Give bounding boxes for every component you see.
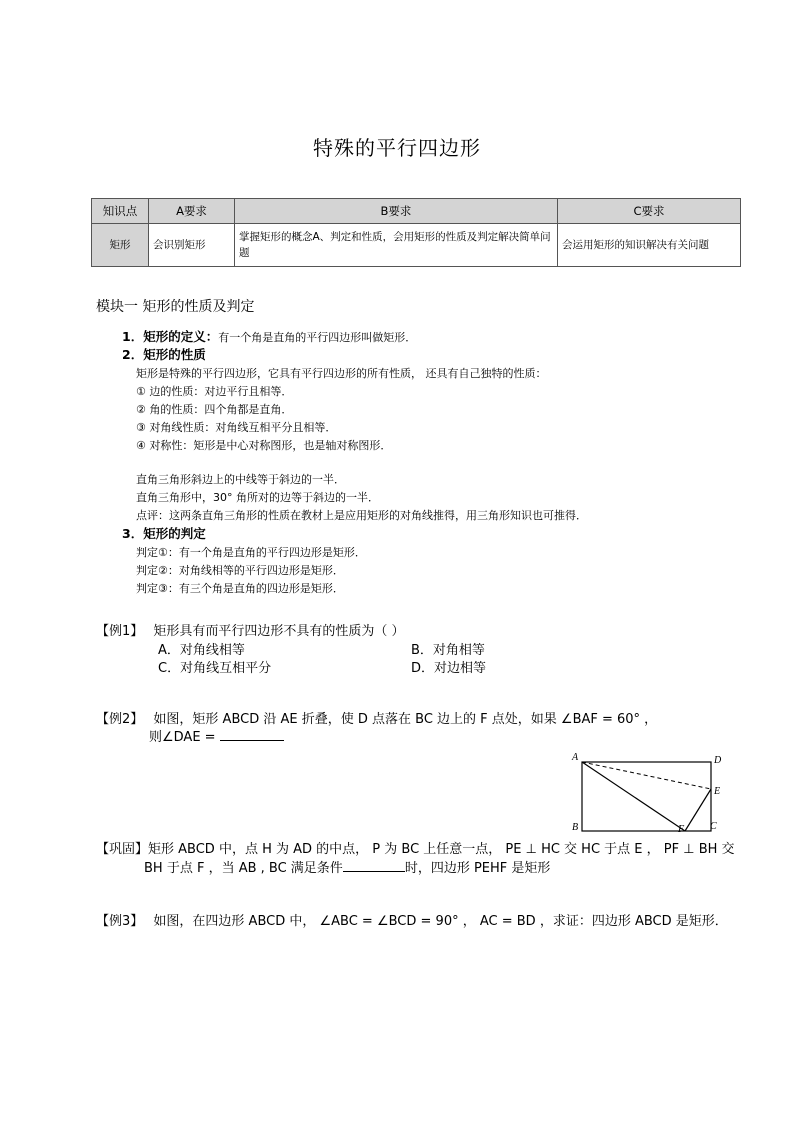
- note-line: 点评：这两条直角三角形的性质在教材上是应用矩形的对角线推得，用三角形知识也可推得．: [136, 509, 587, 522]
- option-d: D．对边相等: [411, 661, 487, 676]
- row-c-requirement: 会运用矩形的知识解决有关问题: [558, 224, 741, 267]
- property-item: ① 边的性质：对边平行且相等．: [136, 385, 293, 398]
- criterion-item: 判定②：对角线相等的平行四边形是矩形．: [136, 564, 344, 577]
- requirements-table: [91, 198, 741, 267]
- property-item: ② 角的性质：四个角都是直角．: [136, 403, 293, 416]
- condition-blank[interactable]: [343, 859, 405, 872]
- example2-line2: [149, 726, 284, 745]
- answer-blank[interactable]: [220, 728, 284, 741]
- row-topic: 矩形: [92, 224, 149, 267]
- label-a: A: [572, 752, 579, 763]
- fold-figure: [566, 750, 732, 836]
- example2-line2-text: 则∠DAE =: [149, 730, 220, 745]
- consolidate-line2b: 时，四边形 PEHF 是矩形: [404, 861, 551, 876]
- example3-label: 【例3】: [96, 914, 144, 929]
- consolidate-line1: 矩形 ABCD 中，点 H 为 AD 的中点， P 为 BC 上任意一点， PE ⊥ HC 交 HC 于点 E ， PF ⊥ BH 交: [148, 842, 735, 857]
- module-heading: 模块一 矩形的性质及判定: [96, 299, 255, 315]
- example2: [96, 708, 657, 727]
- criterion-item: 判定①：有一个角是直角的平行四边形是矩形．: [136, 546, 366, 559]
- example2-label: 【例2】: [96, 712, 144, 727]
- header-b-requirement: B要求: [235, 199, 558, 224]
- example1: [96, 620, 405, 639]
- example3: [96, 910, 728, 929]
- section2-intro: 矩形是特殊的平行四边形，它具有平行四边形的所有性质， 还具有自己独特的性质：: [136, 367, 547, 380]
- property-item: ④ 对称性：矩形是中心对称图形，也是轴对称图形．: [136, 439, 392, 452]
- label-b: B: [572, 822, 579, 833]
- row-a-requirement: 会识别矩形: [149, 224, 235, 267]
- example3-text: 如图，在四边形 ABCD 中， ∠ABC = ∠BCD = 90° ， AC = BD ，求证：四边形 ABCD 是矩形．: [153, 914, 728, 929]
- consolidate-label: 【巩固】: [96, 842, 149, 857]
- option-a: A．对角线相等: [158, 643, 245, 658]
- page-title: 特殊的平行四边形: [313, 136, 481, 160]
- segment-fe: [685, 789, 711, 831]
- note-line: 直角三角形斜边上的中线等于斜边的一半．: [136, 473, 345, 486]
- header-a-requirement: A要求: [149, 199, 235, 224]
- section2-heading: 2．矩形的性质: [122, 347, 206, 362]
- property-item: ③ 对角线性质：对角线互相平分且相等．: [136, 421, 337, 434]
- section1-text: 有一个角是直角的平行四边形叫做矩形．: [218, 331, 417, 344]
- criterion-item: 判定③：有三个角是直角的四边形是矩形．: [136, 582, 344, 595]
- consolidate-line2a: BH 于点 F ，当 AB , BC 满足条件: [144, 861, 343, 876]
- section1: [122, 326, 416, 345]
- option-c: C．对角线互相平分: [158, 661, 272, 676]
- label-d: D: [714, 755, 722, 766]
- example1-label: 【例1】: [96, 624, 144, 639]
- label-f: F: [678, 824, 685, 835]
- label-c: C: [710, 821, 717, 832]
- note-line: 直角三角形中，30° 角所对的边等于斜边的一半．: [136, 491, 379, 504]
- header-c-requirement: C要求: [558, 199, 741, 224]
- label-e: E: [714, 786, 721, 797]
- example1-question: 矩形具有而平行四边形不具有的性质为（ ）: [153, 624, 405, 639]
- section3-heading: 3．矩形的判定: [122, 526, 206, 541]
- consolidate: [96, 838, 735, 857]
- table-header-row: [92, 199, 741, 224]
- header-knowledge-point: 知识点: [92, 199, 149, 224]
- consolidate-line2: [144, 857, 550, 876]
- example2-line1: 如图，矩形 ABCD 沿 AE 折叠，使 D 点落在 BC 边上的 F 点处，如果 ∠BAF = 60° ，: [153, 712, 658, 727]
- table-row: [92, 224, 741, 267]
- option-b: B．对角相等: [411, 643, 485, 658]
- row-b-requirement: 掌握矩形的概念A、判定和性质，会用矩形的性质及判定解决简单问题: [235, 224, 558, 267]
- section1-heading: 1．矩形的定义：: [122, 329, 219, 344]
